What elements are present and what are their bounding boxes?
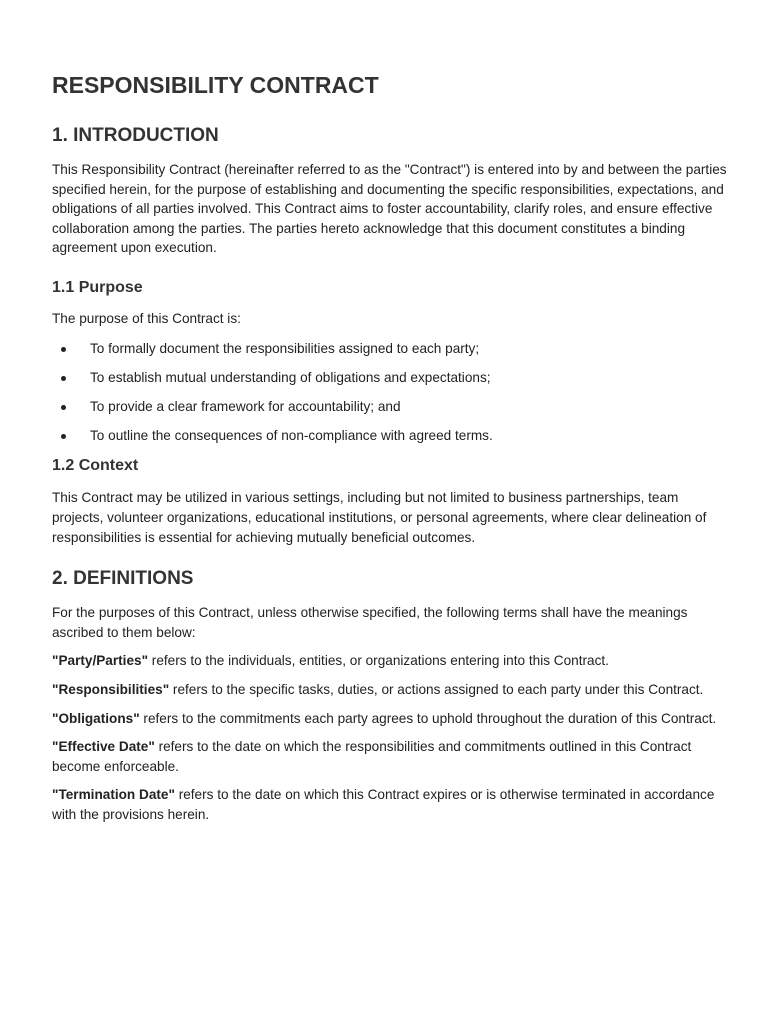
definition-text: refers to the date on which the responsibilities and commitments outlined in this Contract become enforceable.: [52, 739, 692, 774]
definition-term: "Obligations": [52, 710, 140, 726]
definition-item: [52, 785, 730, 824]
definition-term: "Termination Date": [52, 787, 175, 803]
purpose-list-item: To establish mutual understanding of obligations and expectations;: [52, 368, 730, 388]
definition-text: refers to the commitments each party agrees to uphold throughout the duration of this Contract.: [139, 710, 717, 726]
definition-text: refers to the date on which this Contract expires or is otherwise terminated in accordance with the provisions herein.: [52, 787, 715, 822]
definition-text: refers to the individuals, entities, or organizations entering into this Contract.: [148, 653, 609, 669]
purpose-lead: The purpose of this Contract is:: [52, 310, 241, 326]
purpose-list: [52, 339, 730, 446]
section-definitions-heading: 2. DEFINITIONS: [52, 568, 194, 590]
definition-item: [52, 737, 730, 776]
definition-text: refers to the specific tasks, duties, or actions assigned to each party under this Contract.: [169, 682, 704, 697]
bullet-icon: [61, 376, 66, 381]
purpose-list-item: To formally document the responsibilities assigned to each party;: [52, 339, 730, 359]
definition-item: [52, 709, 730, 729]
definitions-lead: For the purposes of this Contract, unless otherwise specified, the following terms shall have the meanings ascribed to them below:: [52, 605, 688, 640]
definition-term: "Party/Parties": [52, 653, 149, 669]
definition-term: "Effective Date": [52, 739, 155, 755]
bullet-icon: [61, 434, 66, 439]
definition-term: "Responsibilities": [52, 682, 170, 697]
bullet-icon: [61, 347, 66, 352]
subsection-context-heading: 1.2 Context: [52, 457, 139, 475]
document-title: RESPONSIBILITY CONTRACT: [52, 72, 379, 98]
definition-item: [52, 651, 730, 671]
subsection-purpose-heading: 1.1 Purpose: [52, 278, 143, 296]
definition-item: [52, 680, 730, 700]
purpose-list-item: To provide a clear framework for accountability; and: [52, 397, 730, 417]
definitions-list: [52, 651, 730, 824]
context-paragraph: This Contract may be utilized in various settings, including but not limited to business partnerships, team projects, volunteer organizations, educational institutions, or personal agreements, where clear delineation of responsibilities is essential for achieving mutually beneficial outcomes.: [52, 490, 707, 545]
purpose-list-item: To outline the consequences of non-compliance with agreed terms.: [52, 426, 730, 446]
bullet-icon: [61, 405, 66, 410]
section-introduction-heading: 1. INTRODUCTION: [52, 125, 219, 146]
introduction-paragraph: This Responsibility Contract (hereinafter referred to as the "Contract") is entered into by and between the parties specified herein, for the purpose of establishing and documenting the specific responsibilities, expectations, and obligations of all parties involved. This Contract aims to foster accountability, clarify roles, and ensure effective collaboration among the parties. The parties hereto acknowledge that this document constitutes a binding agreement upon execution.: [52, 162, 727, 256]
